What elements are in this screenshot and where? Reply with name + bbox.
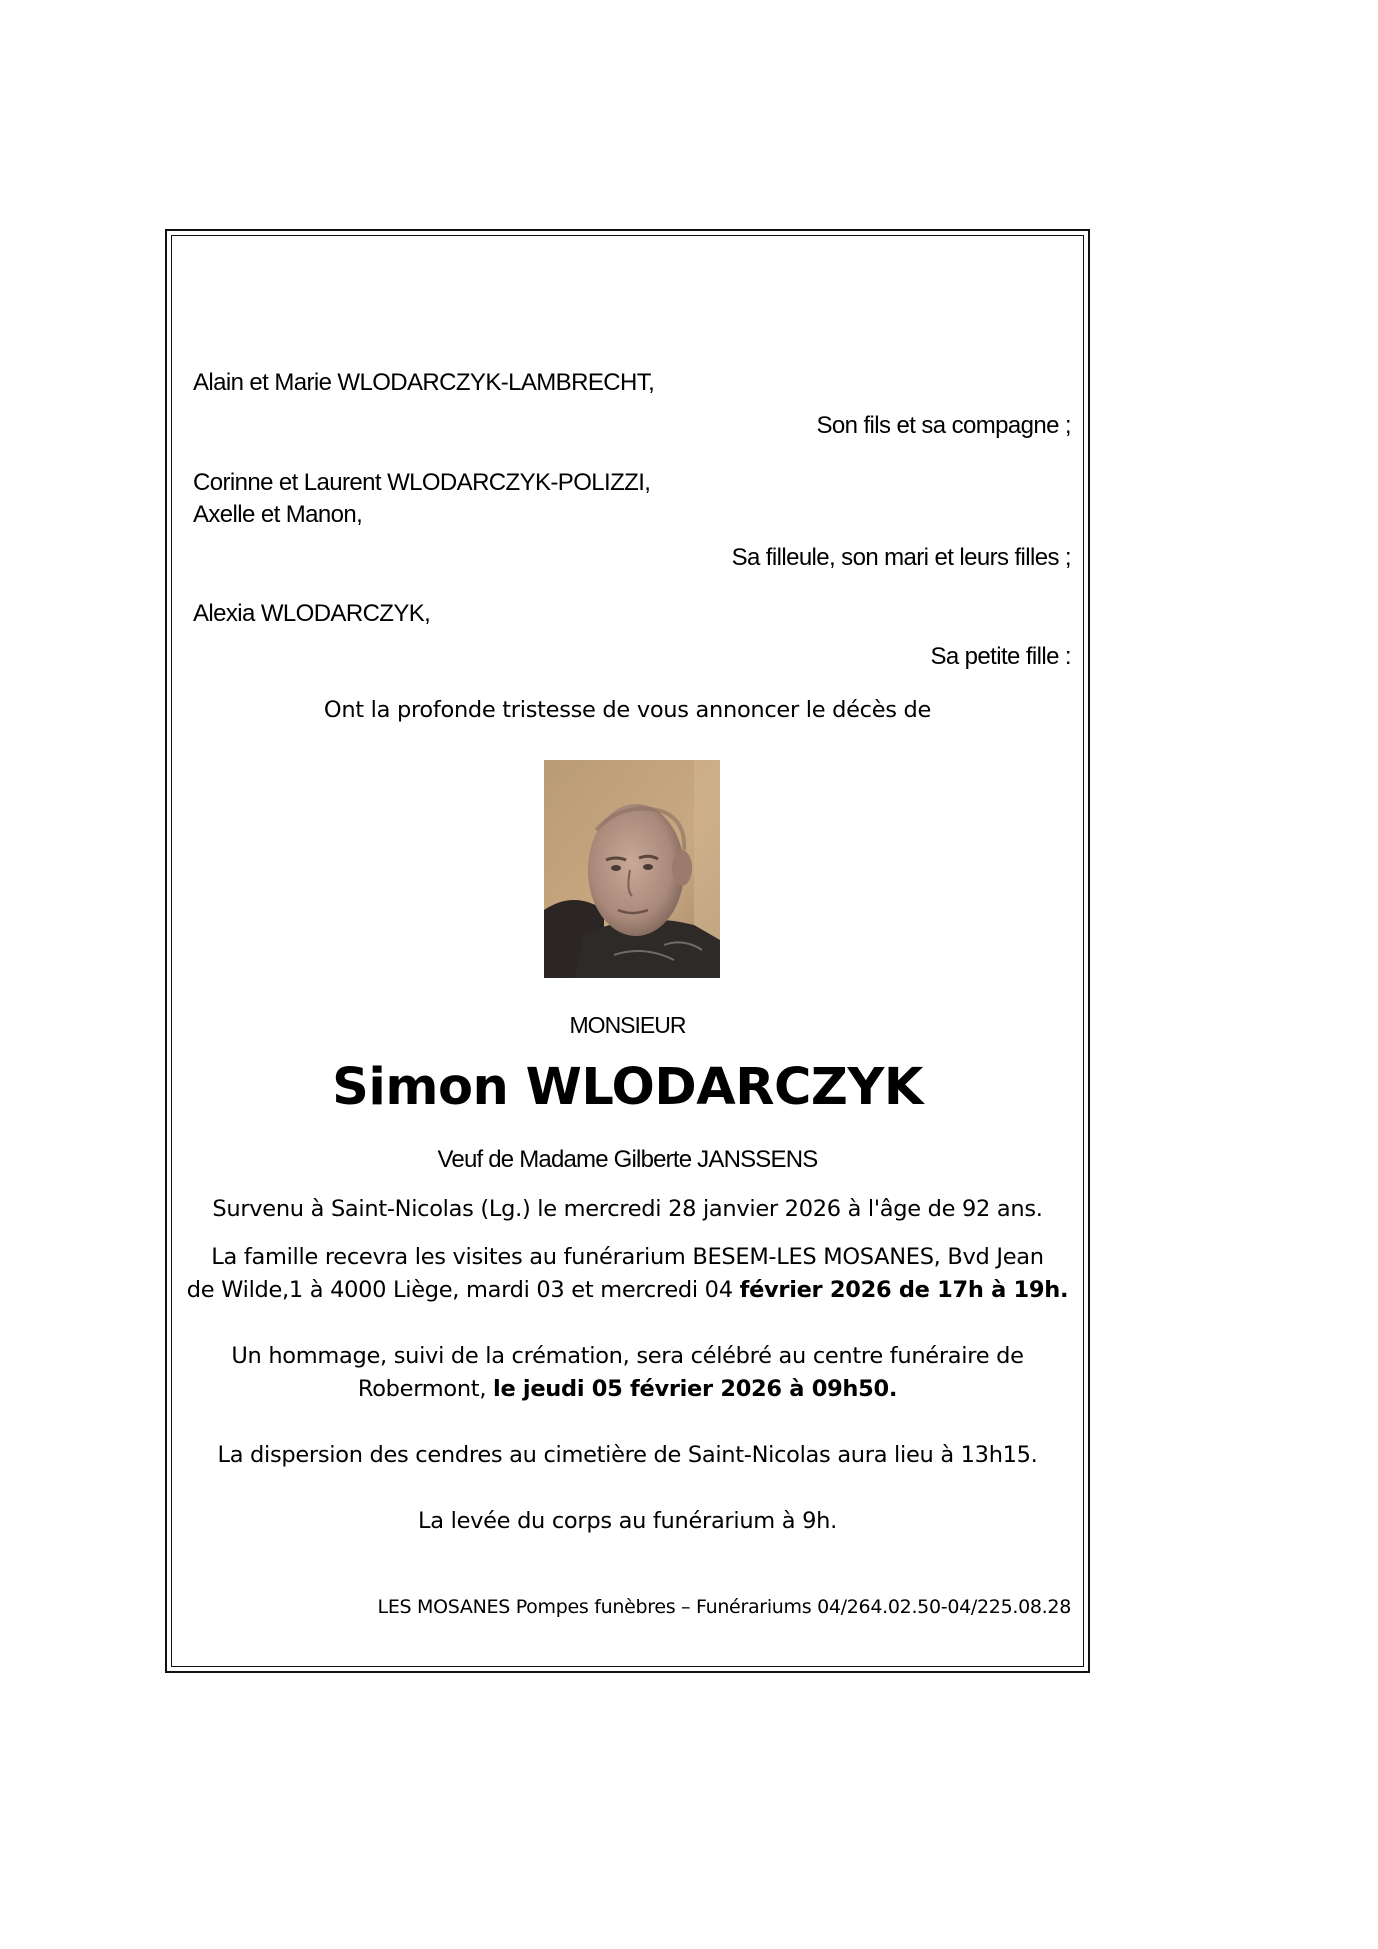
family-group-2-line-2: Axelle et Manon,	[193, 501, 363, 528]
family-group-3-names: Alexia WLODARCZYK,	[193, 600, 431, 627]
dispersion-info: La dispersion des cendres au cimetière de Saint-Nicolas aura lieu à 13h15.	[217, 1442, 1038, 1468]
levee-info: La levée du corps au funérarium à 9h.	[418, 1508, 837, 1534]
ceremony-line-2	[165, 1376, 1090, 1402]
funeral-home-footer: LES MOSANES Pompes funèbres – Funérariums 04/264.02.50-04/225.08.28	[377, 1596, 1071, 1618]
honorific-title: MONSIEUR	[569, 1012, 686, 1038]
family-group-3-relation: Sa petite fille :	[930, 643, 1071, 670]
ceremony-date-bold: le jeudi 05 février 2026 à 09h50.	[493, 1376, 898, 1402]
family-group-1-names: Alain et Marie WLODARCZYK-LAMBRECHT,	[193, 369, 655, 396]
widower-info: Veuf de Madame Gilberte JANSSENS	[437, 1146, 818, 1173]
family-group-2-relation: Sa filleule, son mari et leurs filles ;	[731, 544, 1071, 571]
visits-dates-bold: février 2026 de 17h à 19h.	[739, 1277, 1069, 1303]
family-group-2-line-1: Corinne et Laurent WLODARCZYK-POLIZZI,	[193, 469, 651, 496]
family-group-1-relation: Son fils et sa compagne ;	[816, 412, 1071, 439]
announcement-text: Ont la profonde tristesse de vous annoncer le décès de	[323, 697, 932, 723]
ceremony-line-1: Un hommage, suivi de la crémation, sera célébré au centre funéraire de	[231, 1343, 1024, 1369]
visits-line-2-text: de Wilde,1 à 4000 Liège, mardi 03 et mercredi 04	[186, 1277, 740, 1303]
visits-line-2	[165, 1277, 1090, 1303]
visits-line-1: La famille recevra les visites au funérarium BESEM-LES MOSANES, Bvd Jean	[211, 1244, 1044, 1270]
death-info: Survenu à Saint-Nicolas (Lg.) le mercredi 28 janvier 2026 à l'âge de 92 ans.	[212, 1196, 1043, 1222]
deceased-portrait-photo	[544, 760, 720, 978]
deceased-name: Simon WLODARCZYK	[332, 1058, 923, 1117]
ceremony-line-2-text: Robermont,	[357, 1376, 494, 1402]
